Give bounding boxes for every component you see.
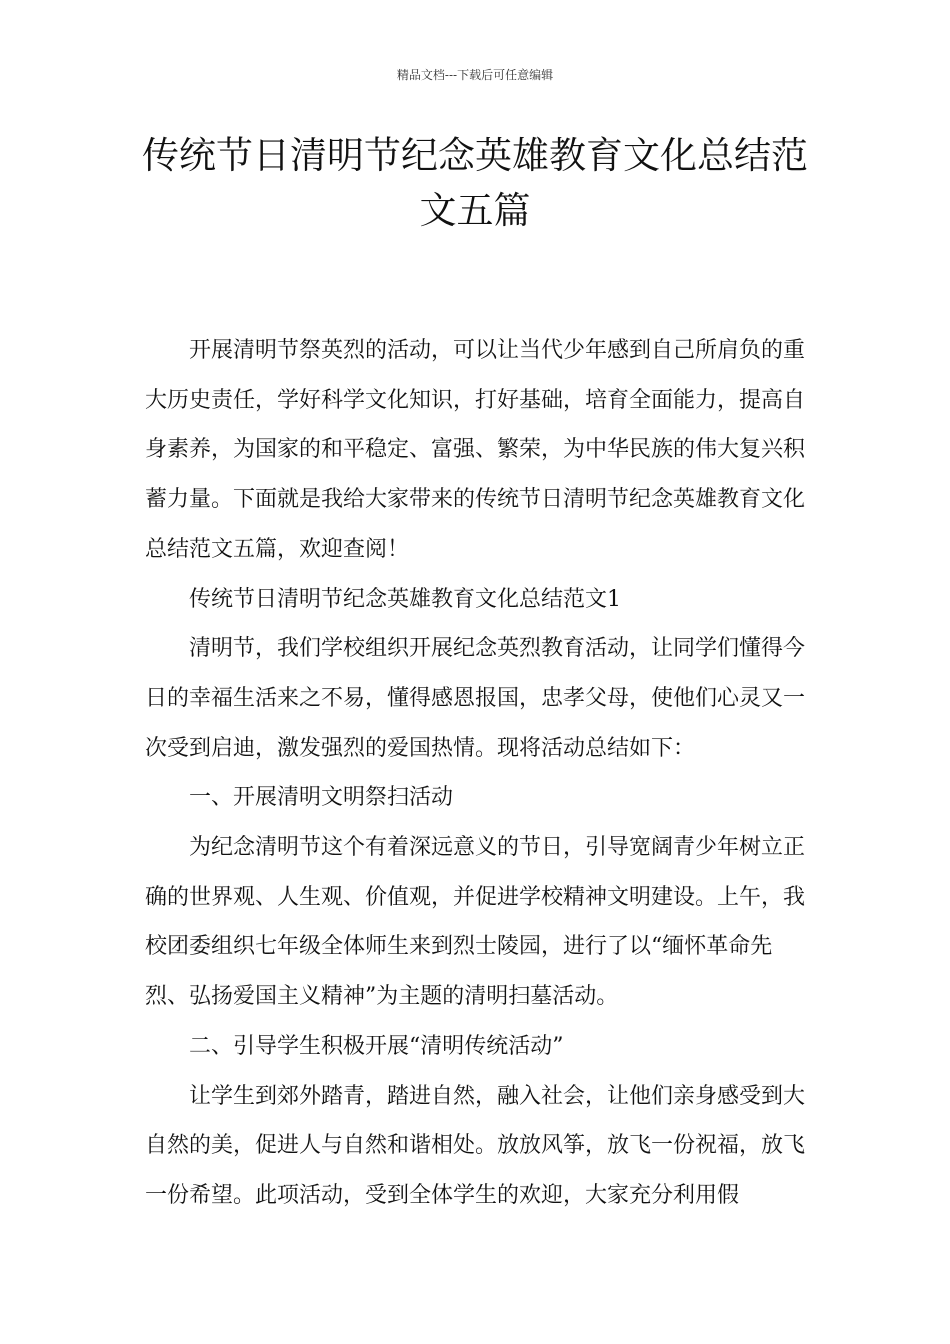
body-paragraph: 为纪念清明节这个有着深远意义的节日，引导宽阔青少年树立正确的世界观、人生观、价值观，并促进学校精神文明建设。上午，我校团委组织七年级全体师生来到烈士陵园，进行了以“缅怀革命先烈、弘扬爱国主义精神”为主题的清明扫墓活动。 [145,835,806,1010]
subsection-heading: 二、引导学生积极开展“清明传统活动” [189,1033,564,1059]
document-title: 传统节日清明节纪念英雄教育文化总结范文五篇 [142,134,808,232]
subsection-heading: 一、开展清明文明祭扫活动 [189,785,454,811]
section-heading: 传统节日清明节纪念英雄教育文化总结范文1 [189,586,621,612]
header-note: 精品文档---下载后可任意编辑 [396,68,554,82]
body-paragraph: 清明节，我们学校组织开展纪念英烈教育活动，让同学们懂得今日的幸福生活来之不易，懂得感恩报国，忠孝父母，使他们心灵又一次受到启迪，激发强烈的爱国热情。现将活动总结如下： [145,636,806,761]
body-paragraph: 让学生到郊外踏青，踏进自然，融入社会，让他们亲身感受到大自然的美，促进人与自然和谐相处。放放风筝，放飞一份祝福，放飞一份希望。此项活动，受到全体学生的欢迎，大家充分利用假 [145,1083,806,1208]
intro-paragraph: 开展清明节祭英烈的活动，可以让当代少年感到自己所肩负的重大历史责任，学好科学文化知识，打好基础，培育全面能力，提高自身素养，为国家的和平稳定、富强、繁荣，为中华民族的伟大复兴积蓄力量。下面就是我给大家带来的传统节日清明节纪念英雄教育文化总结范文五篇，欢迎查阅！ [145,338,806,562]
document-body [145,326,810,1221]
